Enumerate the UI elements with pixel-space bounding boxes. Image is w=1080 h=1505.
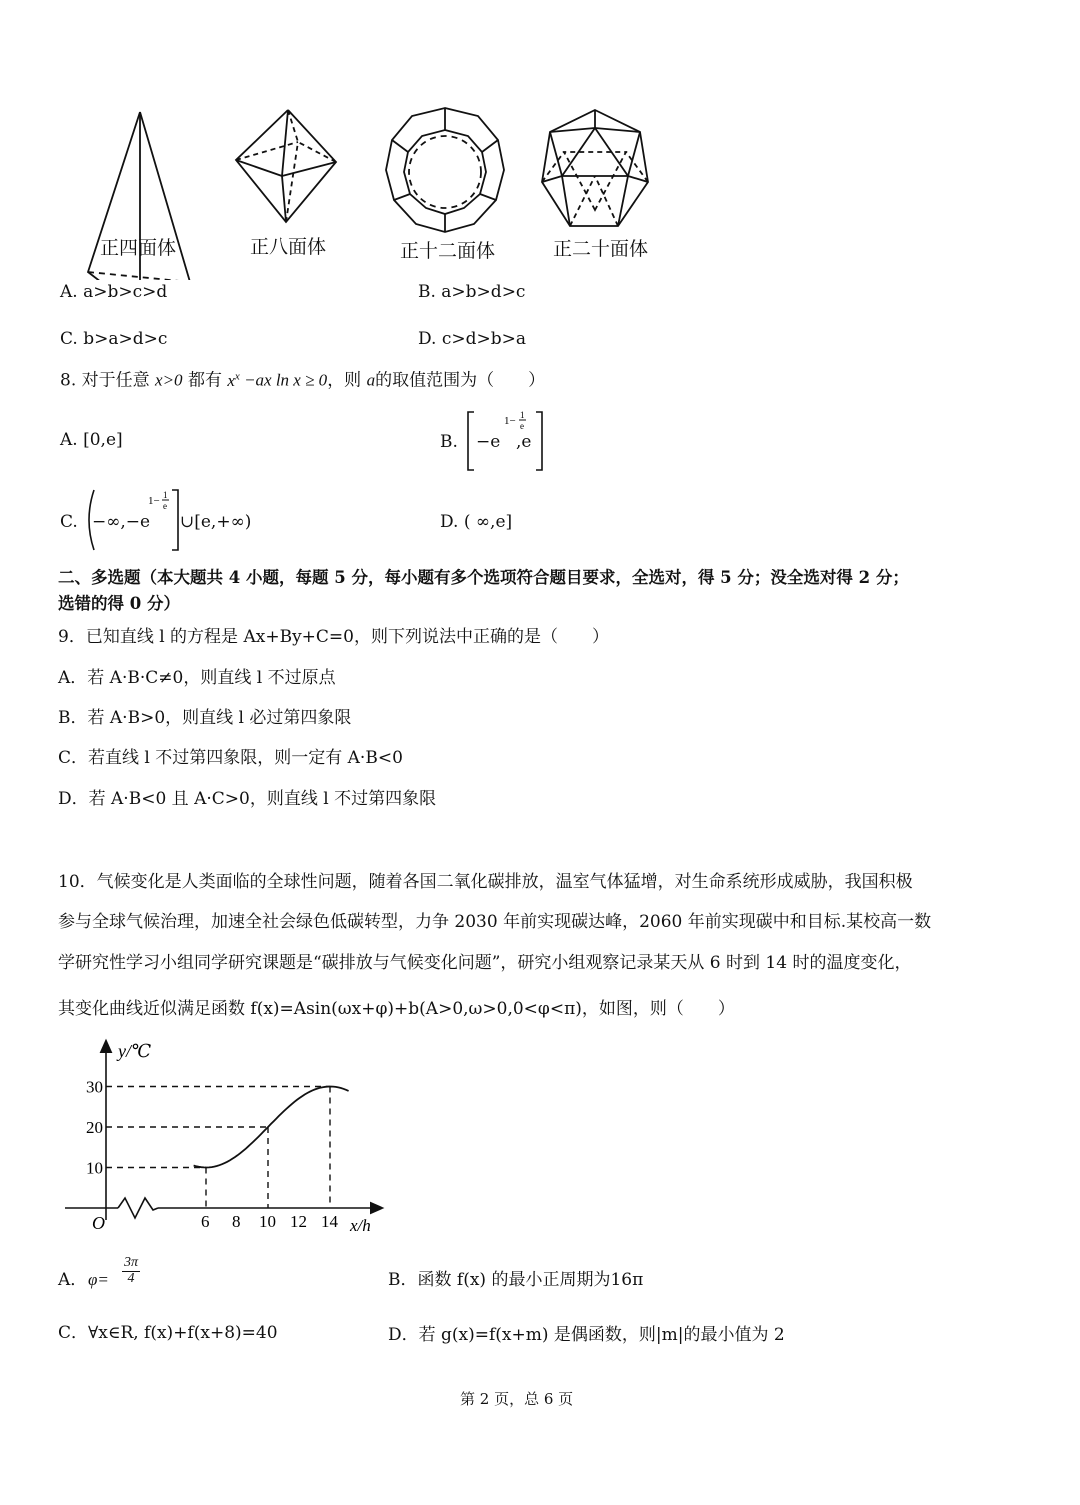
q7-option-c[interactable]: C. b>a>d>c <box>60 329 168 349</box>
q9-stem: 9．已知直线 l 的方程是 Ax+By+C=0，则下列说法中正确的是（ ） <box>58 627 609 647</box>
q10-option-c[interactable]: C．∀x∈R, f(x)+f(x+8)=40 <box>58 1323 278 1343</box>
q9-option-d[interactable]: D．若 A·B<0 且 A·C>0，则直线 l 不过第四象限 <box>58 789 437 809</box>
q8-stem-end: 的取值范围为（ ） <box>375 370 546 391</box>
q8-option-d[interactable] <box>440 512 512 532</box>
x-tick-label: 12 <box>290 1212 307 1231</box>
solid-label-octahedron: 正八面体 <box>250 236 327 258</box>
q10-stem-line4: 其变化曲线近似满足函数 f(x)=Asin(ωx+φ)+b(A>0,ω>0,0<φ<π)，如图，则（ ） <box>58 999 735 1019</box>
x-tick-label: 14 <box>321 1212 338 1231</box>
x-tick-label: 10 <box>259 1212 276 1231</box>
q8-option-c-label: C. <box>60 512 78 532</box>
section2-header-line1: 二、多选题（本大题共 4 小题，每题 5 分，每小题有多个选项符合题目要求，全选对，得 5 分；没全选对得 2 分； <box>58 568 909 587</box>
y-tick-label: 10 <box>86 1158 103 1178</box>
q10-stem-line3: 学研究性学习小组同学研究课题是“碳排放与气候变化问题”，研究小组观察记录某天从 6 时到 14 时的温度变化， <box>58 953 912 973</box>
page-footer: 第 2 页，总 6 页 <box>460 1390 574 1408</box>
q10-option-a-fraction <box>122 1256 140 1286</box>
q8-option-d-label: D. <box>440 512 459 532</box>
q8-stem-suffix: ，则 <box>327 370 362 391</box>
q10-option-a-num: 3π <box>124 1255 139 1270</box>
q9-option-a[interactable]: A．若 A·B·C≠0，则直线 l 不过原点 <box>58 668 336 688</box>
solid-label-tetrahedron: 正四面体 <box>100 237 177 259</box>
solid-label-dodecahedron: 正十二面体 <box>400 240 496 262</box>
x-axis-break <box>118 1198 158 1218</box>
svg-text:1−: 1− <box>148 495 160 507</box>
q7-option-a[interactable]: A. a>b>c>d <box>60 282 168 302</box>
x-axis-label: x/h <box>350 1216 371 1235</box>
q9-option-c[interactable]: C．若直线 l 不过第四象限，则一定有 A·B<0 <box>58 748 403 768</box>
q8-option-a-value: [0,e] <box>83 430 123 450</box>
svg-text:e: e <box>520 421 524 431</box>
svg-text:e: e <box>163 501 167 511</box>
octahedron-icon <box>236 110 336 222</box>
y-tick-label: 30 <box>86 1077 103 1097</box>
q8-option-b-label: B. <box>440 432 458 452</box>
q10-option-a-den: 4 <box>127 1270 135 1286</box>
origin-label: O <box>92 1213 105 1233</box>
q8-option-b-right: ,e <box>516 432 532 452</box>
q9-option-b[interactable]: B．若 A·B>0，则直线 l 必过第四象限 <box>58 708 352 728</box>
q8-stem-ineq: −ax ln x ≥ 0 <box>239 370 328 390</box>
q8-option-c-left: −∞,−e <box>92 512 151 532</box>
q8-stem-base: $x^x$ <box>227 370 240 390</box>
q8-stem <box>60 370 545 391</box>
q8-option-c-right: ∪[e,+∞) <box>180 512 252 532</box>
x-tick-label: 8 <box>232 1212 241 1231</box>
y-axis-label: y/℃ <box>118 1041 152 1061</box>
dodecahedron-icon <box>386 108 504 232</box>
svg-text:1: 1 <box>520 410 525 420</box>
q10-stem-line1: 10．气候变化是人类面临的全球性问题，随着各国二氧化碳排放，温室气体猛增，对生命系统形成威胁，我国积极 <box>58 872 913 892</box>
q8-stem-cond: x>0 <box>155 370 183 390</box>
q10-stem-line2: 参与全球气候治理，加速全社会绿色低碳转型，力争 2030 年前实现碳达峰，2060 年前实现碳中和目标.某校高一数 <box>58 912 932 932</box>
y-tick-label: 20 <box>86 1118 103 1137</box>
svg-text:1: 1 <box>163 490 168 500</box>
q7-option-d[interactable]: D. c>d>b>a <box>418 329 526 349</box>
q7-option-b[interactable]: B. a>b>d>c <box>418 282 526 302</box>
q8-option-d-value: ( ∞,e] <box>463 512 513 532</box>
temperature-chart <box>60 1035 400 1245</box>
q10-option-a-label: A． <box>58 1270 88 1290</box>
q10-option-d[interactable]: D．若 g(x)=f(x+m) 是偶函数，则|m|的最小值为 2 <box>388 1325 785 1345</box>
solid-label-icosahedron: 正二十面体 <box>553 238 649 260</box>
svg-text:1−: 1− <box>504 415 516 427</box>
q8-option-a[interactable] <box>60 430 123 450</box>
icosahedron-icon <box>542 110 648 226</box>
section2-header-line2: 选错的得 0 分） <box>58 594 180 613</box>
q8-stem-var: a <box>366 370 376 390</box>
q8-stem-prefix: 8. 对于任意 <box>60 370 150 391</box>
q8-option-a-label: A. <box>60 430 78 450</box>
q8-stem-mid: 都有 <box>187 370 222 391</box>
x-tick-label: 6 <box>201 1212 210 1231</box>
q10-option-b[interactable]: B．函数 f(x) 的最小正周期为16π <box>388 1270 644 1290</box>
q10-option-a-lhs: φ= <box>88 1270 109 1289</box>
q8-option-b-left: −e <box>476 432 501 452</box>
